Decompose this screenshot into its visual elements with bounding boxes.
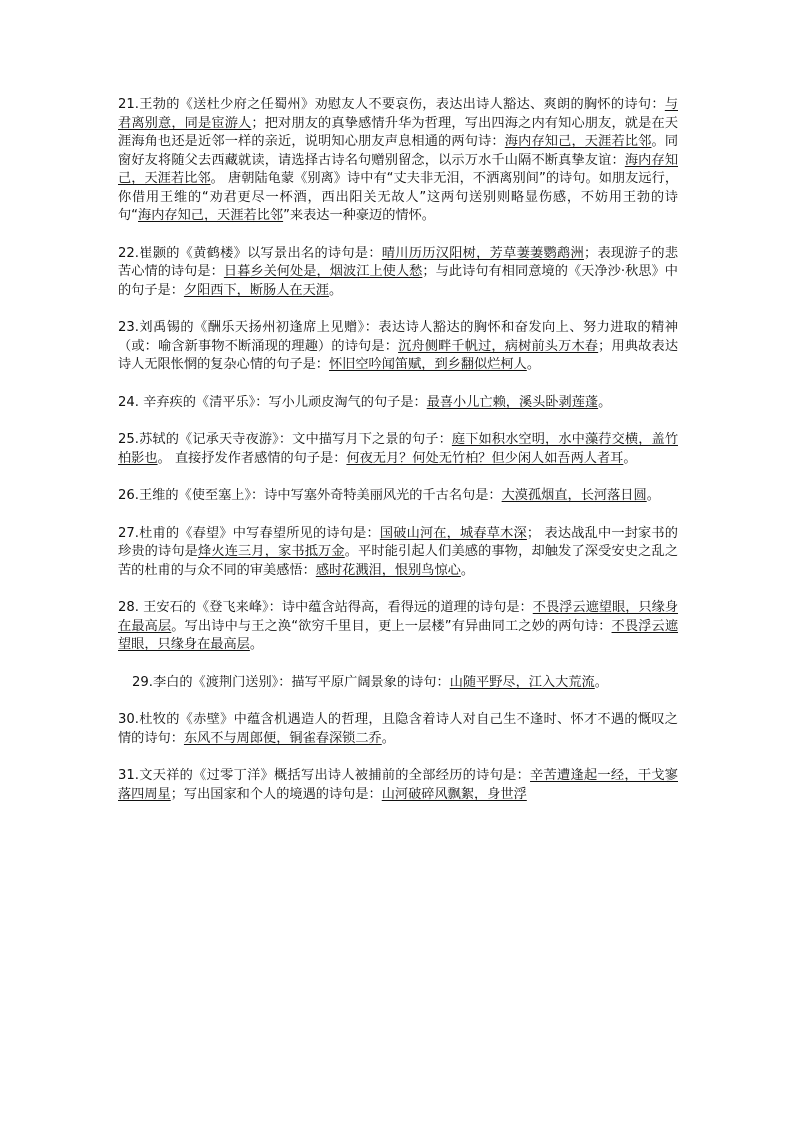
answer-text: 海内存知己，天涯若比邻 [118,152,679,186]
prompt-text: 28. 王安石的《登飞来峰》：诗中蕴含站得高，看得远的道理的诗句是： [118,600,533,615]
answer-text: 沉舟侧畔千帆过，病树前头万木春 [398,338,599,354]
question-29 [118,674,678,693]
prompt-text: 25.苏轼的《记承天寺夜游》：文中描写月下之景的句子： [118,432,452,447]
document-page [118,96,678,823]
answer-text: 晴川历历汉阳树，芳草萋萋鹦鹉洲 [381,245,584,261]
answer-text: 大漠孤烟直，长河落日圆 [501,488,647,503]
answer-text: 不畏浮云遮望眼，只缘身在最高层 [118,600,679,634]
question-26 [118,487,678,506]
answer-text: 山随平野尽，江入大荒流 [449,674,595,690]
prompt-text: 。 [460,562,475,578]
prompt-text: ；写出国家和个人的境遇的诗句是： [170,786,382,802]
answer-text: 何夜无月？何处无竹柏？但少闲人如吾两人者耳 [346,450,624,466]
prompt-text: 24. 辛弃疾的《清平乐》：写小儿顽皮淘气的句子是： [118,394,427,410]
prompt-text: 。 直接抒发作者感情的句子是： [157,450,347,466]
answer-text: 山河破碎风飘絮，身世浮 [381,786,527,802]
question-27 [118,525,678,581]
prompt-text: 30.杜牧的《赤壁》中蕴含机遇造人的哲理，且隐含着诗人对自己生不逢时、怀才不遇的慨叹之情的诗句： [118,712,678,746]
prompt-text: ；与此诗句有相同意境的《天净沙·秋思》中的句子是： [118,264,678,298]
prompt-text: ；用典故表达诗人无限怅惘的复杂心情的句子是： [118,338,679,372]
question-30 [118,711,678,748]
prompt-text: 27.杜甫的《春望》中写春望所见的诗句是： [118,525,380,541]
question-28 [118,599,678,655]
answer-text: 东风不与周郎便，铜雀春深锁二乔 [183,730,382,746]
prompt-text: 。 唐朝陆龟蒙《别离》诗中有“丈夫非无泪，不洒离别间”的诗句。如朋友远行，你借用王维的“劝君更尽一杯酒，西出阳关无故人”这两句送别则略显伤感，不妨用王勃的诗句“ [118,171,679,223]
answer-text: 不畏浮云遮望眼，只缘身在最高层 [118,618,679,652]
question-23 [118,319,678,375]
prompt-text: 。同窗好友将随父去西藏就读，请选择古诗名句赠别留念，以示万水千山隔不断真挚友谊： [118,134,679,168]
answer-text: 海内存知己，天涯若比邻 [504,134,652,149]
answer-text: 怀旧空吟闻笛赋，到乡翻似烂柯人 [329,357,527,372]
prompt-text: 29.李白的《渡荆门送别》：描写平原广阔景象的诗句： [132,674,450,690]
question-24 [118,394,678,413]
prompt-text: 。 [646,488,660,503]
answer-text: 夕阳西下，断肠人在天涯 [183,282,329,298]
prompt-text: 。写出诗中与王之涣“欲穷千里目，更上一层楼”有异曲同工之妙的两句诗： [171,618,612,634]
prompt-text: 26.王维的《使至塞上》：诗中写塞外奇特美丽风光的千古名句是： [118,488,502,503]
answer-text: 海内存知己，天涯若比邻 [138,208,284,223]
answer-text: 烽火连三月，家书抵万金 [198,544,345,559]
prompt-text: ；把对朋友的真挚感情升华为哲理，写出四海之内有知心朋友，就是在天涯海角也还是近邻一样的亲近，说明知心朋友声息相通的两句诗： [118,115,679,149]
answer-text: 与君离别意，同是宦游人 [118,97,678,131]
prompt-text: 23.刘禹锡的《酬乐天扬州初逢席上见赠》：表达诗人豁达的胸怀和奋发向上、努力进取的精神（或：喻含新事物不断涌现的理趣）的诗句是： [118,320,678,354]
answer-text: 最喜小儿亡赖，溪头卧剥莲蓬 [426,394,599,410]
prompt-text: 。 [526,357,540,372]
prompt-text: ”来表达一种豪迈的情怀。 [283,208,435,223]
question-21 [118,96,678,226]
prompt-text: 。 [623,450,637,466]
answer-text: 日暮乡关何处是，烟波江上使人愁 [223,264,423,279]
prompt-text: ；表现游子的悲苦心情的诗句是： [118,245,679,279]
prompt-text: 。 [594,674,608,690]
prompt-text: 22.崔颢的《黄鹤楼》以写景出名的诗句是： [118,245,382,261]
answer-text: 国破山河在，城春草木深 [379,525,527,541]
answer-text: 辛苦遭逢起一经，干戈寥落四周星 [118,768,678,802]
answer-text: 庭下如积水空明，水中藻荇交横，盖竹柏影也 [118,432,679,466]
prompt-text: 21.王勃的《送杜少府之任蜀州》劝慰友人不要哀伤，表达出诗人豁达、爽朗的胸怀的诗句： [118,97,665,112]
prompt-text: 。 [598,394,612,410]
prompt-text: 。 [249,637,264,652]
question-31 [118,767,678,804]
question-22 [118,245,678,301]
question-25 [118,431,678,468]
prompt-text: 31.文天祥的《过零丁洋》概括写出诗人被捕前的全部经历的诗句是： [118,768,531,783]
prompt-text: ； 表达战乱中一封家书的珍贵的诗句是 [118,525,678,559]
answer-text: 感时花溅泪，恨别鸟惊心 [315,562,461,578]
prompt-text: 。 [329,282,343,298]
prompt-text: 。 [381,730,395,746]
prompt-text: 。平时能引起人们美感的事物，却触发了深受安史之乱之苦的杜甫的与众不同的审美感悟： [118,544,679,578]
